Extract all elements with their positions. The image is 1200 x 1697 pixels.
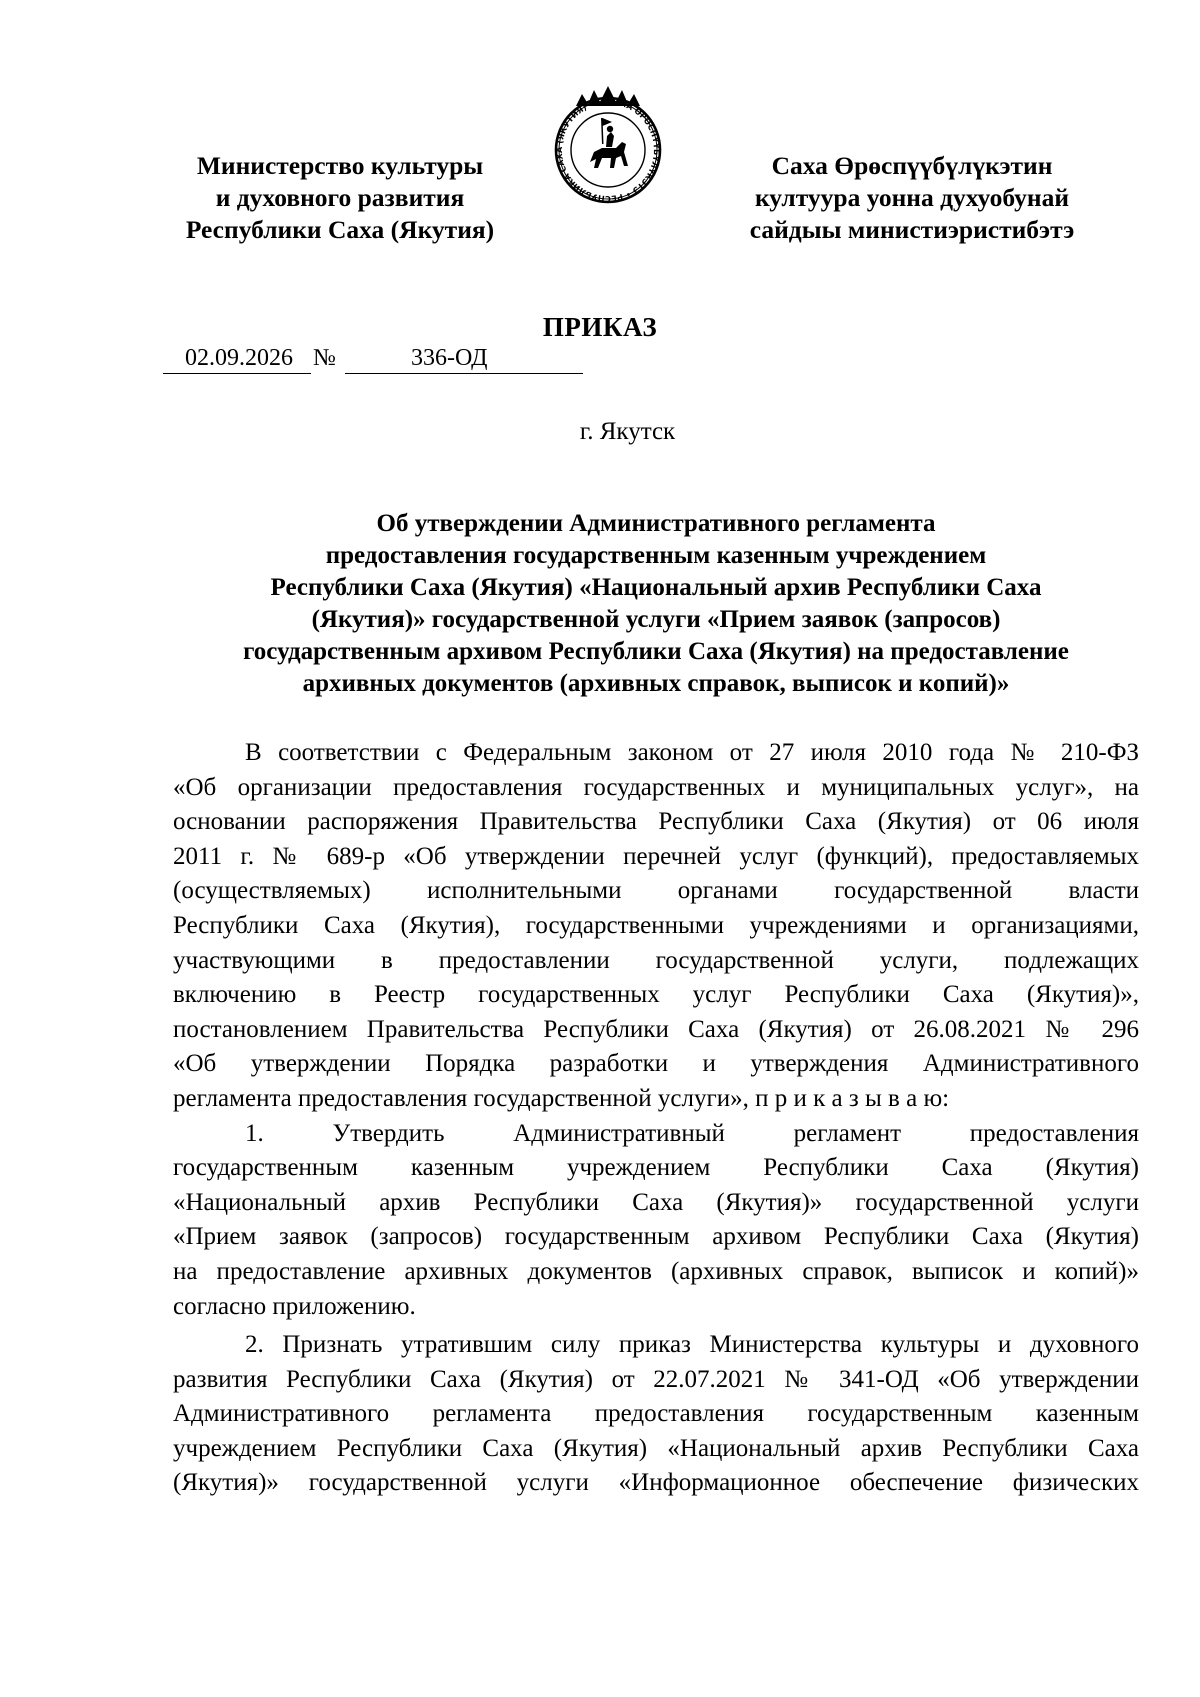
header-left-line: Министерство культуры	[196, 151, 484, 180]
order-item-2	[173, 1328, 1139, 1501]
body-line: «Об утверждении Порядка разработки и утверждения Административного	[173, 1050, 1139, 1078]
body-line: В соответствии с Федеральным законом от 27 июля 2010 года № 210-ФЗ	[245, 739, 1139, 766]
subject-line: государственным архивом Республики Саха (Якутия) на предоставление	[243, 638, 1069, 665]
order-date-number-line	[163, 345, 583, 378]
body-line: согласно приложению.	[173, 1292, 416, 1320]
order-city: г. Якутск	[579, 418, 676, 445]
body-line: включению в Реестр государственных услуг Республики Саха (Якутия)»,	[173, 981, 1139, 1009]
body-line: основании распоряжения Правительства Республики Саха (Якутия) от 06 июля	[173, 808, 1139, 836]
header-right-line: сайдыы министиэристибэтэ	[749, 215, 1075, 244]
body-line: учреждением Республики Саха (Якутия) «Национальный архив Республики Саха	[173, 1434, 1139, 1462]
subject-line: предоставления государственным казенным учреждением	[325, 542, 987, 569]
body-line: 2. Признать утратившим силу приказ Министерства культуры и духовного	[245, 1331, 1139, 1359]
subject-line: Республики Саха (Якутия) «Национальный архив Республики Саха	[270, 574, 1042, 601]
ministry-name-russian	[160, 150, 520, 246]
number-underline	[345, 373, 583, 374]
body-line: (Якутия)» государственной услуги «Информационное обеспечение физических	[173, 1469, 1139, 1497]
body-line: государственным казенным учреждением Республики Саха (Якутия)	[173, 1154, 1139, 1182]
header-left-line: Республики Саха (Якутия)	[185, 215, 495, 244]
body-line: Административного регламента предоставления государственным казенным	[173, 1400, 1139, 1428]
subject-line: архивных документов (архивных справок, выписок и копий)»	[302, 670, 1010, 697]
order-number: 336-ОД	[411, 345, 488, 371]
body-line: «Прием заявок (запросов) государственным архивом Республики Саха (Якутия)	[173, 1223, 1139, 1251]
body-line: развития Республики Саха (Якутия) от 22.07.2021 № 341-ОД «Об утверждении	[173, 1365, 1139, 1393]
emblem-ring-text: САХА ӨРӨСПҮҮБҮЛҮКЭТЭ • РЕСПУБЛИКА САХА (ЯКУТИЯ) •	[554, 96, 662, 204]
document-title: ПРИКАЗ	[542, 312, 658, 342]
emblem-icon	[546, 80, 670, 220]
header-right-line: Саха Өрөспүүбүлүкэтин	[771, 151, 1053, 180]
subject-line: Об утверждении Административного регламента	[376, 510, 936, 537]
ministry-name-yakut	[716, 150, 1108, 246]
body-line: 1. Утвердить Административный регламент предоставления	[245, 1119, 1139, 1147]
body-line: Республики Саха (Якутия), государственными учреждениями и организациями,	[173, 911, 1139, 939]
body-line: постановлением Правительства Республики Саха (Якутия) от 26.08.2021 № 296	[173, 1015, 1139, 1043]
header-right-line: култуура уонна духуобунай	[754, 183, 1070, 212]
body-line: 2011 г. № 689-р «Об утверждении перечней услуг (функций), предоставляемых	[173, 842, 1139, 870]
subject-line: (Якутия)» государственной услуги «Прием заявок (запросов)	[311, 606, 1001, 633]
body-line: (осуществляемых) исполнительными органами государственной власти	[173, 877, 1139, 905]
body-line: на предоставление архивных документов (архивных справок, выписок и копий)»	[173, 1257, 1139, 1285]
order-date: 02.09.2026	[185, 345, 293, 371]
body-line: участвующими в предоставлении государственной услуги, подлежащих	[173, 946, 1139, 974]
order-body	[173, 736, 1139, 1501]
preamble-paragraph	[173, 736, 1139, 1117]
order-item-1	[173, 1117, 1139, 1325]
body-line: регламента предоставления государственной услуги», п р и к а з ы в а ю:	[173, 1084, 950, 1112]
body-line: «Национальный архив Республики Саха (Якутия)» государственной услуги	[173, 1188, 1139, 1216]
order-subject	[175, 508, 1137, 700]
header-left-line: и духовного развития	[215, 183, 465, 212]
body-line: «Об организации предоставления государственных и муниципальных услуг», на	[173, 773, 1139, 801]
number-sign: №	[313, 345, 336, 371]
date-underline	[163, 373, 311, 374]
